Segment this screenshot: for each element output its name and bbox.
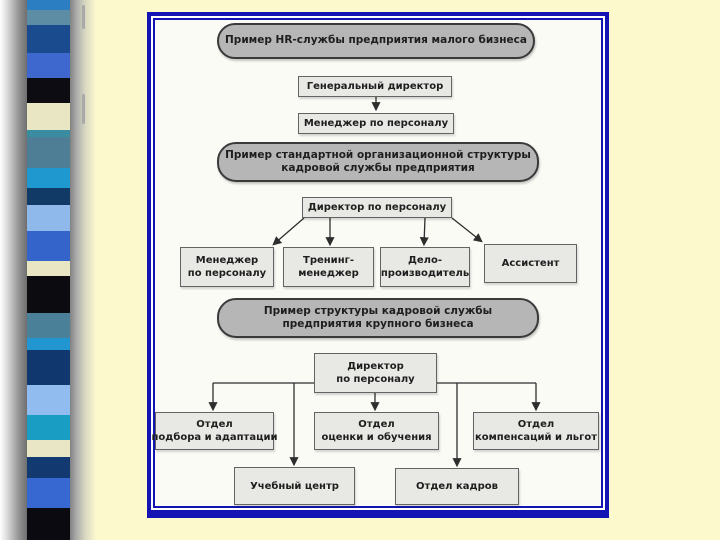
section-title-text: предприятия крупного бизнеса: [282, 318, 474, 330]
box-label: Менеджер: [195, 255, 259, 266]
box-assistant: [484, 244, 577, 283]
stripe-block: [27, 231, 70, 261]
section-title-text: кадровой службы предприятия: [281, 162, 475, 174]
box-dept-assessment: [314, 412, 439, 450]
stripe-block: [27, 276, 70, 313]
box-label: Отдел: [517, 419, 555, 430]
box-hr-manager: [298, 113, 454, 134]
stripe-block: [27, 338, 70, 350]
stripe-block: [27, 130, 70, 137]
stripe-block: [27, 0, 70, 10]
box-label: Отдел: [358, 419, 395, 430]
section-title-text: Пример HR-службы предприятия малого бизнеса: [225, 34, 527, 47]
stripe-block: [27, 78, 70, 103]
sidebar-stripe: [27, 0, 70, 540]
box-label: Отдел кадров: [416, 481, 498, 492]
stripe-block: [27, 415, 70, 440]
stripe-block: [27, 350, 70, 385]
stripe-block: [27, 168, 70, 188]
stripe-block: [27, 137, 70, 168]
box-dept-compensation: [473, 412, 599, 450]
box-label: компенсаций и льгот: [474, 432, 598, 443]
box-label: подбора и адаптации: [151, 432, 278, 443]
stripe-block: [27, 10, 70, 25]
box-label: Ассистент: [501, 258, 560, 269]
page-edge-mark: [82, 5, 85, 29]
box-label: менеджер: [298, 268, 359, 279]
box-label: оценки и обучения: [321, 432, 432, 443]
section-title-text: Пример стандартной организационной структуры: [225, 148, 531, 161]
box-training-center: [234, 467, 355, 505]
stripe-block: [27, 205, 70, 231]
stripe-block: [27, 385, 70, 415]
box-label: по персоналу: [336, 374, 415, 385]
diagram-panel-inner: [153, 18, 603, 508]
box-label: Директор по персоналу: [307, 202, 447, 213]
stripe-block: [27, 53, 70, 78]
section-title-standard-structure: [217, 142, 539, 182]
box-label: по персоналу: [187, 268, 267, 279]
box-label: Тренинг-: [303, 255, 354, 266]
box-dept-recruitment: [151, 412, 278, 450]
stripe-block: [27, 261, 70, 276]
section-title-large-business: [217, 298, 539, 338]
box-label: Учебный центр: [250, 480, 339, 492]
box-label: Директор: [347, 361, 404, 372]
org-chart: [151, 20, 601, 506]
stripe-block: [27, 478, 70, 508]
stripe-block: [27, 188, 70, 205]
sidebar-decoration: [0, 0, 96, 540]
stripe-block: [27, 440, 70, 457]
stripe-block: [27, 457, 70, 478]
page-edge-mark: [82, 94, 85, 124]
box-label: производитель: [380, 268, 470, 279]
box-label: Менеджер по персоналу: [303, 118, 449, 129]
stripe-block: [27, 313, 70, 338]
stripe-block: [27, 25, 70, 53]
section-title-text: Пример структуры кадровой службы: [263, 304, 493, 317]
box-label: Дело-: [407, 255, 443, 266]
box-label: Генеральный директор: [306, 81, 444, 92]
box-hr-director: [302, 197, 452, 218]
stripe-block: [27, 508, 70, 540]
box-hr-manager-2: [180, 247, 274, 287]
stripe-block: [27, 103, 70, 130]
box-hr-director-large: [314, 353, 437, 393]
diagram-panel: [147, 12, 609, 518]
section-title-small-business: [217, 23, 535, 59]
box-personnel-dept: [395, 468, 519, 505]
box-clerk: [380, 247, 470, 287]
box-general-director: [298, 76, 452, 97]
box-label: Отдел: [196, 419, 233, 430]
box-training-manager: [283, 247, 374, 287]
